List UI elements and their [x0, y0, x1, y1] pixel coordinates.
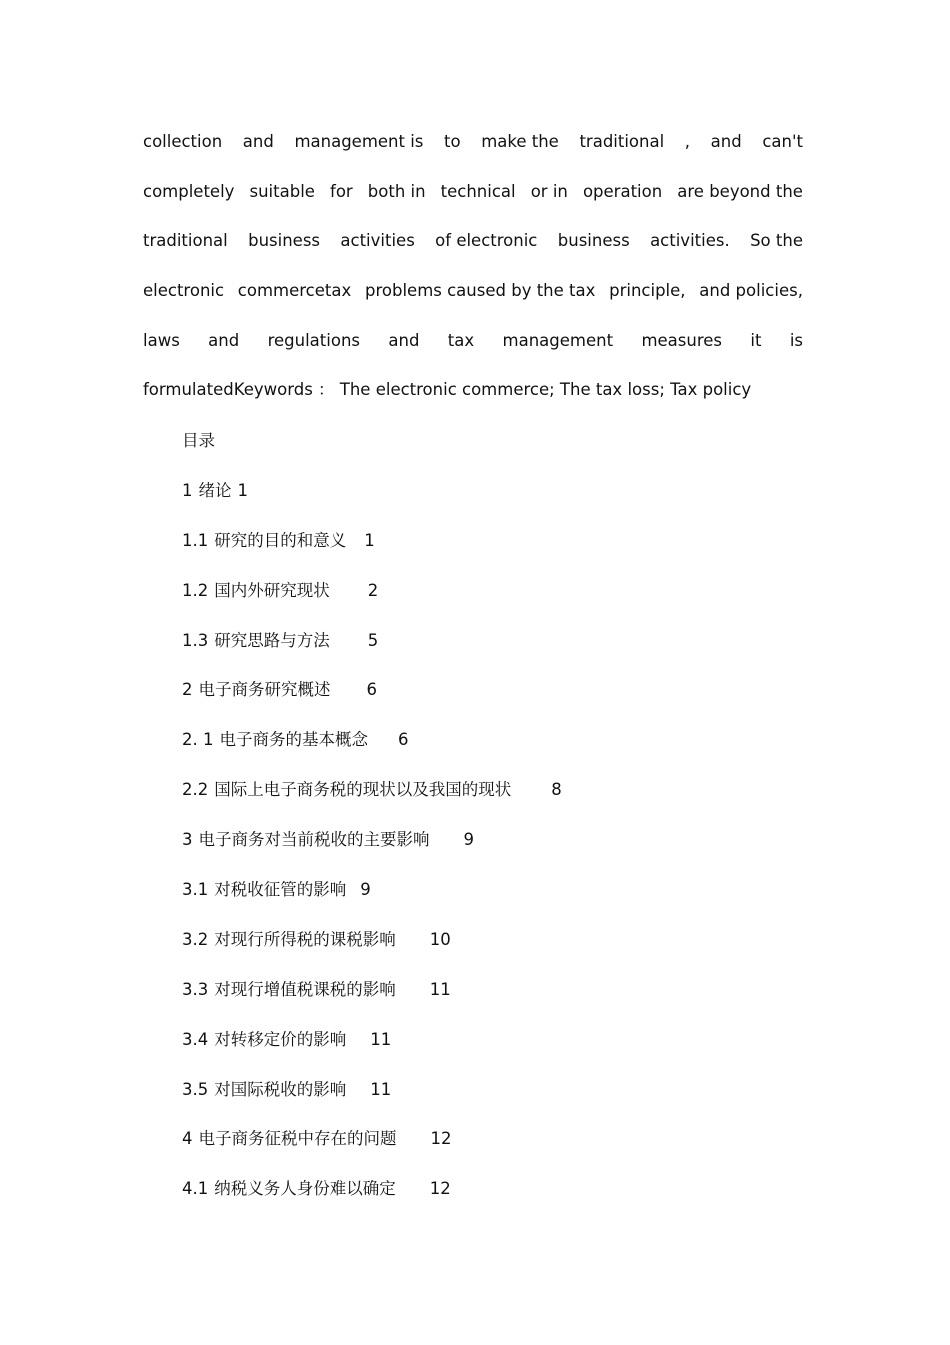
- toc-item-number: 4.1: [182, 1179, 209, 1199]
- toc-item-number: 4: [182, 1129, 193, 1149]
- abstract-text: [143, 128, 803, 426]
- toc-item[interactable]: [182, 1125, 562, 1175]
- toc-item-title: 国际上电子商务税的现状以及我国的现状: [214, 780, 512, 800]
- toc-item-page: 6: [366, 680, 377, 700]
- word: traditional: [143, 231, 228, 251]
- toc-item-page: 12: [429, 1179, 451, 1199]
- toc-item-page: 11: [370, 1079, 392, 1099]
- word: problems caused by the tax: [365, 281, 596, 301]
- word: for: [330, 181, 353, 201]
- word: ,: [684, 132, 691, 151]
- toc-item-number: 1.1: [182, 530, 209, 550]
- word: to: [444, 132, 461, 151]
- toc-item-page: 11: [429, 979, 451, 999]
- word: and: [242, 132, 274, 151]
- word: operation: [582, 181, 663, 201]
- word: measures: [641, 330, 722, 350]
- word: So the: [750, 231, 803, 251]
- table-of-contents: [182, 427, 562, 1225]
- toc-item-title: 国内外研究现状: [214, 580, 330, 600]
- toc-item[interactable]: [182, 1175, 562, 1225]
- word: commercetax: [237, 281, 352, 301]
- word: technical: [440, 181, 516, 201]
- toc-item-title: 电子商务对当前税收的主要影响: [198, 830, 430, 850]
- toc-title: 目录: [182, 431, 215, 450]
- toc-item-title: 绪论: [198, 480, 232, 500]
- toc-list: [182, 477, 562, 1225]
- toc-item-page: 2: [367, 580, 379, 600]
- word: business: [557, 231, 630, 251]
- word: traditional: [579, 132, 665, 151]
- abstract-line: [143, 128, 803, 178]
- toc-item[interactable]: [182, 826, 562, 876]
- abstract-line: [143, 178, 803, 228]
- word: management: [502, 330, 614, 350]
- toc-item-title: 研究的目的和意义: [214, 530, 347, 550]
- toc-item[interactable]: [182, 1026, 562, 1076]
- toc-item[interactable]: [182, 976, 562, 1026]
- toc-item[interactable]: [182, 726, 562, 776]
- toc-item-page: 1: [237, 480, 248, 500]
- word: activities: [340, 231, 415, 251]
- toc-item[interactable]: [182, 477, 562, 527]
- toc-item-title: 研究思路与方法: [214, 630, 330, 650]
- toc-item-page: 8: [551, 780, 562, 800]
- word: completely: [143, 181, 235, 201]
- toc-item-title: 对税收征管的影响: [214, 880, 347, 900]
- word: regulations: [267, 330, 360, 350]
- toc-item-title: 对国际税收的影响: [214, 1079, 347, 1099]
- keywords-line: formulatedKeywords ： The electronic commerce; The tax loss; Tax policy: [143, 380, 752, 400]
- toc-item-title: 对现行所得税的课税影响: [214, 929, 396, 949]
- toc-item[interactable]: [182, 776, 562, 826]
- word: business: [248, 231, 321, 251]
- toc-item-number: 2. 1: [182, 730, 214, 750]
- toc-item-number: 3: [182, 830, 193, 850]
- toc-item[interactable]: [182, 1076, 562, 1126]
- word: principle,: [609, 281, 686, 301]
- word: it: [750, 330, 762, 350]
- toc-item-number: 1: [182, 480, 193, 500]
- toc-item-number: 2: [182, 680, 193, 700]
- word: tax: [447, 330, 475, 350]
- toc-item-page: 6: [398, 730, 409, 750]
- toc-item-number: 3.1: [182, 880, 209, 900]
- word: collection: [143, 132, 223, 151]
- word: is: [789, 330, 803, 350]
- word: can't: [762, 132, 803, 151]
- abstract-line: [143, 327, 803, 377]
- word: or in: [530, 181, 568, 201]
- abstract-line: [143, 277, 803, 327]
- toc-item-number: 3.3: [182, 979, 209, 999]
- toc-item-title: 纳税义务人身份难以确定: [214, 1179, 396, 1199]
- toc-item-page: 12: [430, 1129, 452, 1149]
- toc-item-page: 1: [364, 530, 375, 550]
- toc-item[interactable]: [182, 876, 562, 926]
- toc-item[interactable]: [182, 577, 562, 627]
- toc-item-title: 电子商务征税中存在的问题: [198, 1129, 397, 1149]
- word: are beyond the: [677, 181, 803, 201]
- toc-item-title: 电子商务研究概述: [198, 680, 331, 700]
- word: laws: [143, 330, 180, 350]
- toc-item-page: 9: [360, 880, 371, 900]
- abstract-line: [143, 227, 803, 277]
- toc-item-number: 3.5: [182, 1079, 209, 1099]
- word: activities.: [650, 231, 730, 251]
- word: make the: [481, 132, 559, 151]
- toc-item-title: 对现行增值税课税的影响: [214, 979, 396, 999]
- toc-item-page: 11: [370, 1029, 392, 1049]
- word: and: [710, 132, 742, 151]
- toc-item-title: 电子商务的基本概念: [219, 730, 368, 750]
- toc-item[interactable]: [182, 676, 562, 726]
- toc-item-number: 2.2: [182, 780, 209, 800]
- word: management is: [294, 132, 424, 151]
- word: both in: [367, 181, 426, 201]
- toc-item-number: 1.2: [182, 580, 209, 600]
- word: of electronic: [435, 231, 538, 251]
- word: electronic: [143, 281, 225, 301]
- word: and policies,: [699, 281, 803, 301]
- toc-item-page: 10: [429, 929, 451, 949]
- word: suitable: [249, 181, 315, 201]
- toc-item-number: 3.4: [182, 1029, 209, 1049]
- toc-item-page: 9: [463, 830, 474, 850]
- toc-item[interactable]: [182, 926, 562, 976]
- toc-item[interactable]: [182, 527, 562, 577]
- word: and: [388, 330, 420, 350]
- toc-item-page: 5: [367, 630, 379, 650]
- toc-item-number: 1.3: [182, 630, 209, 650]
- toc-item-title: 对转移定价的影响: [214, 1029, 347, 1049]
- word: and: [208, 330, 240, 350]
- toc-item-number: 3.2: [182, 929, 209, 949]
- toc-item[interactable]: [182, 627, 562, 677]
